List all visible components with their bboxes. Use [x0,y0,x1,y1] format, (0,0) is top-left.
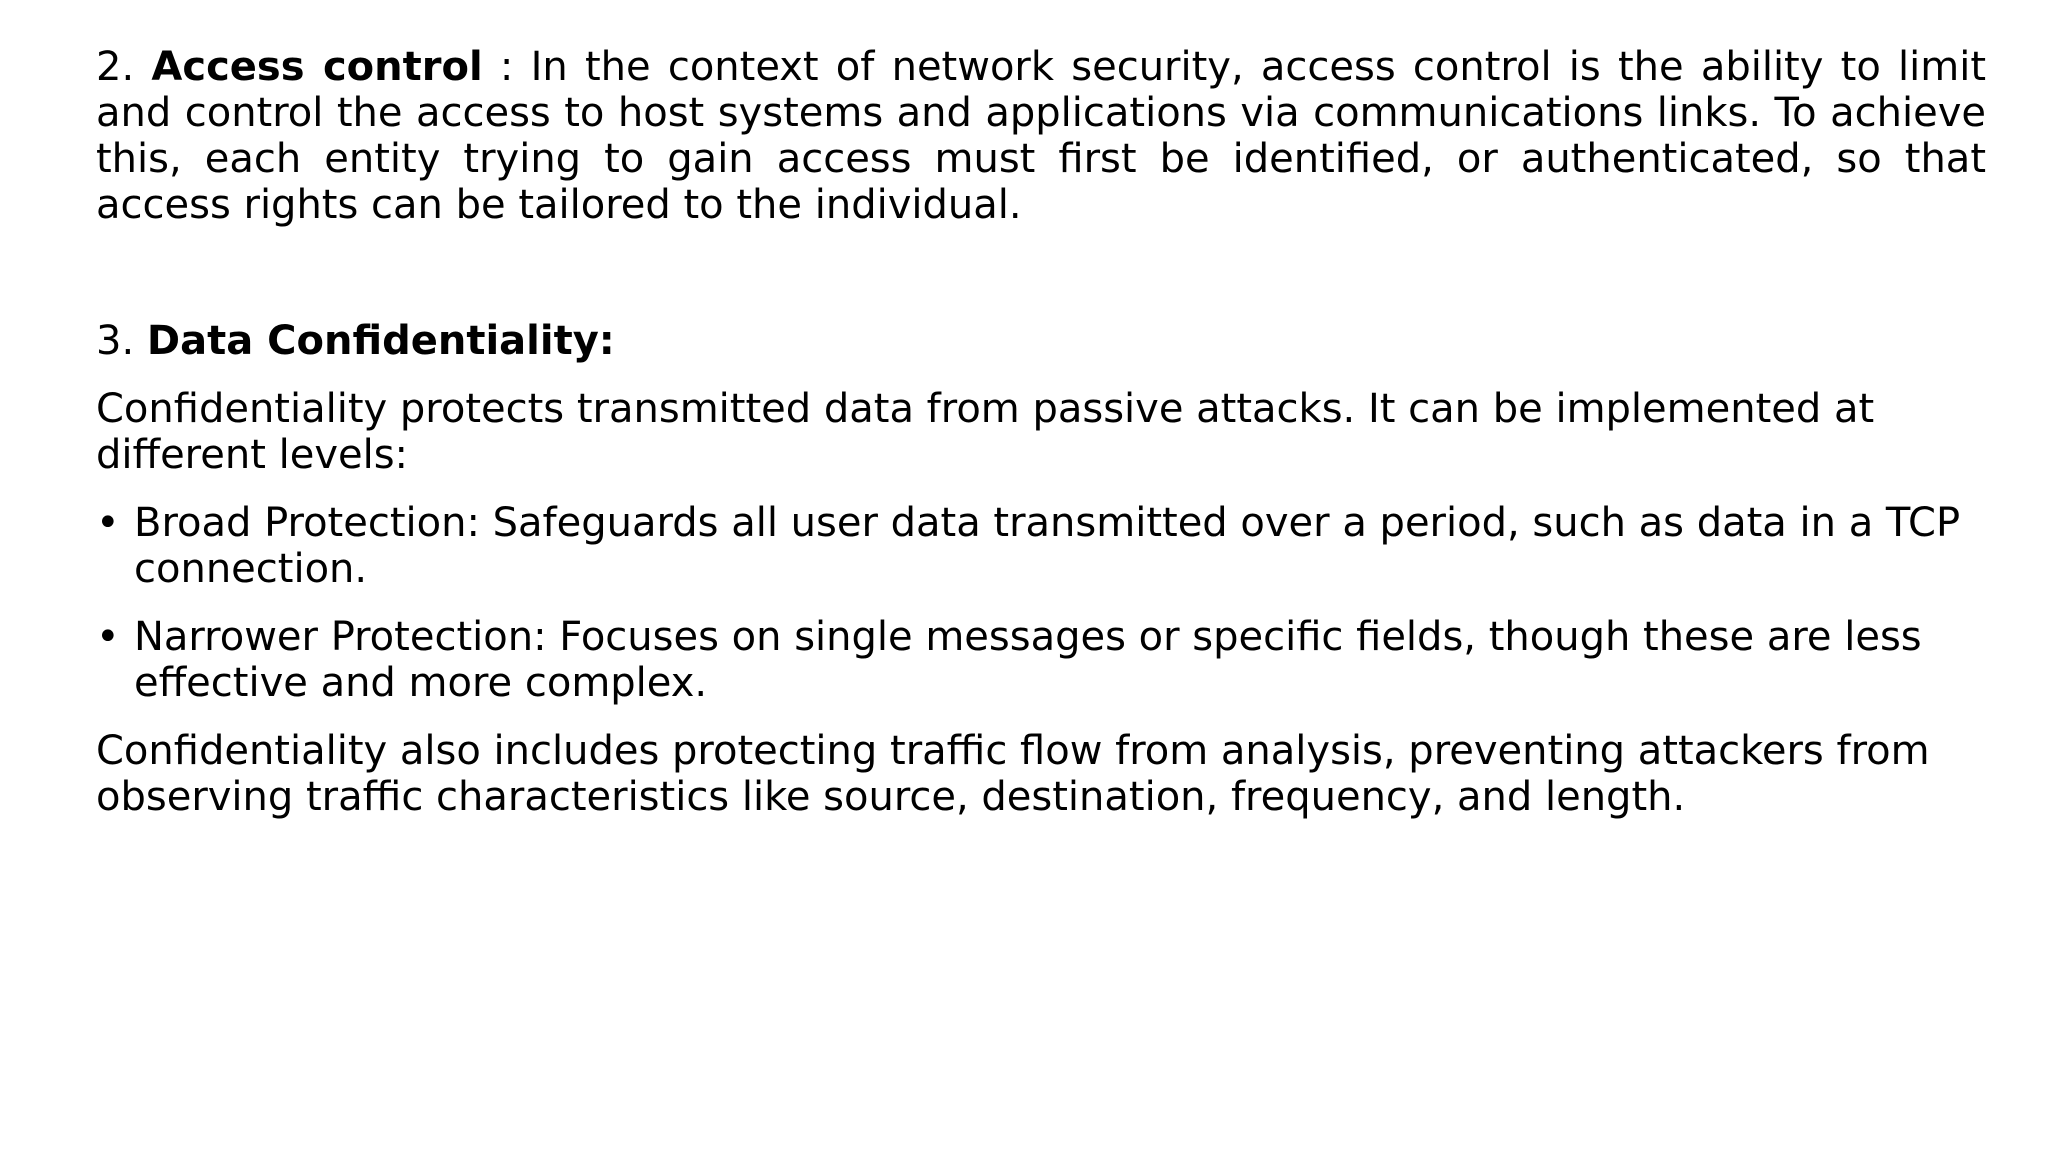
access-control-heading: Access control [151,44,483,90]
section-number: 3. [96,318,135,364]
slide-content [96,44,1986,820]
list-item [96,500,1986,592]
paragraph-spacer [96,706,1986,728]
access-control-text: : In the context of network security, access control is the ability to limit and control the access to host systems and applications via communications links. To achieve this, each entity trying to gain access must first be identified, or authenticated, so that access rights can be tailored to the individual. [96,44,1987,228]
section-number: 2. [96,44,135,90]
paragraph-spacer [96,478,1986,500]
list-item [96,614,1986,706]
access-control-paragraph [96,44,1986,228]
bullet-icon: • [96,614,120,660]
paragraph-spacer [96,364,1986,386]
bullet-icon: • [96,500,120,546]
list-item-text: Broad Protection: Safeguards all user data transmitted over a period, such as data in a TCP connection. [134,500,1961,592]
data-confidentiality-heading-line [96,318,1986,364]
confidentiality-closing: Confidentiality also includes protecting traffic flow from analysis, preventing attackers from observing traffic characteristics like source, destination, frequency, and length. [96,728,1930,820]
data-confidentiality-heading: Data Confidentiality: [146,318,615,364]
list-item-text: Narrower Protection: Focuses on single messages or specific fields, though these are less effective and more complex. [134,614,1922,706]
protection-levels-list [96,500,1986,706]
section-spacer [96,228,1986,318]
confidentiality-intro: Confidentiality protects transmitted data from passive attacks. It can be implemented at different levels: [96,386,1875,478]
